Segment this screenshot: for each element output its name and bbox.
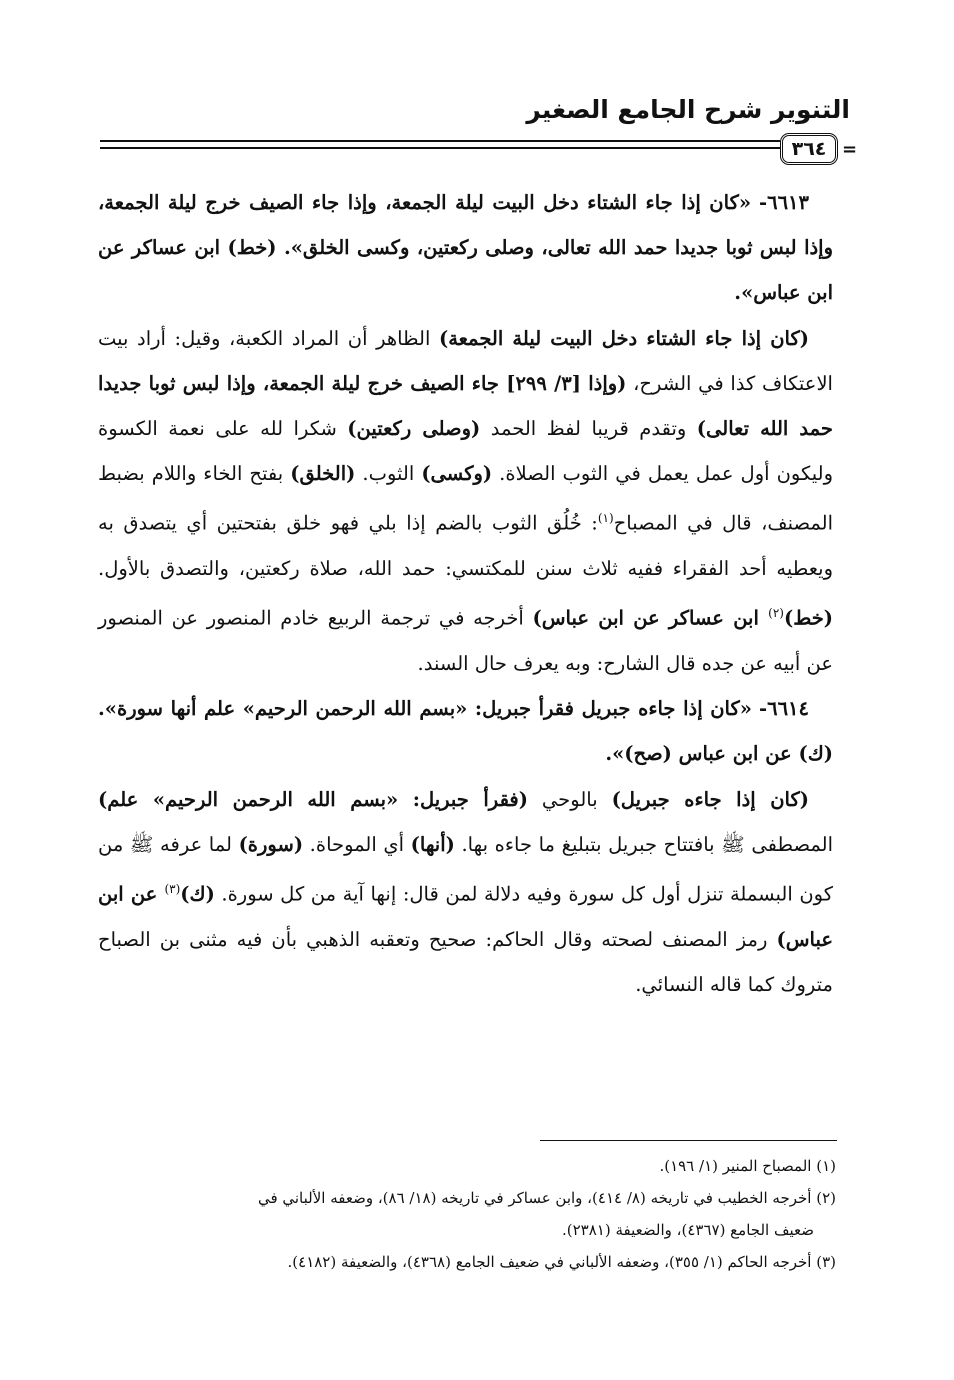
commentary-text: الثوب. xyxy=(355,462,422,486)
commentary-6613 xyxy=(98,316,833,687)
commentary-text: بالوحي xyxy=(527,787,612,811)
footnote-3: (٣) أخرجه الحاكم (١/ ٣٥٥)، وضعفه الألباني في ضعيف الجامع (٤٣٦٨)، والضعيفة (٤١٨٢). xyxy=(287,1253,836,1271)
quoted-phrase: (كان إذا جاءه جبريل) xyxy=(611,787,809,811)
quoted-phrase: (سورة) xyxy=(238,832,304,856)
source-code: (ك) xyxy=(180,882,215,906)
quoted-phrase: (كان إذا جاء الشتاء دخل البيت ليلة الجمعة) xyxy=(438,326,809,350)
quoted-phrase: (وكسى) xyxy=(421,462,493,486)
hadith-text: «كان إذا جاءه جبريل فقرأ جبريل: «بسم الله الرحمن الرحيم» علم أنها سورة». (ك) عن ابن عباس (صح)». xyxy=(98,697,833,766)
commentary-text: أخرجه في ترجمة الربيع خادم المنصور عن المنصور عن أبيه عن جده قال الشارح: وبه يعرف حال السند. xyxy=(98,606,833,676)
footnote-1: (١) المصباح المنير (١/ ١٩٦). xyxy=(659,1157,836,1175)
commentary-6614 xyxy=(98,777,833,1008)
header-ornament: = xyxy=(842,139,858,160)
hadith-6614 xyxy=(98,686,833,776)
quoted-phrase: ابن عساكر عن ابن عباس) xyxy=(532,606,769,630)
quoted-phrase: (الخلق) xyxy=(290,462,356,486)
commentary-text: الظاهر أن المراد الكعبة، وقيل: أراد بيت الاعتكاف كذا في الشرح، xyxy=(98,326,833,395)
commentary-text: لما عرفه ﷺ من كون البسملة تنزل أول كل سورة وفيه دلالة لمن قال: إنها آية من كل سورة. xyxy=(98,832,834,906)
footnote-separator xyxy=(540,1140,837,1141)
page-number: ٣٦٤ xyxy=(780,133,838,165)
footnote-2-continued: ضعيف الجامع (٤٣٦٧)، والضعيفة (٢٣٨١). xyxy=(562,1221,814,1239)
hadith-number: ٦٦١٤- xyxy=(759,697,809,721)
source-code: (خط) xyxy=(783,606,834,630)
hadith-text: «كان إذا جاء الشتاء دخل البيت ليلة الجمعة، وإذا جاء الصيف خرج ليلة الجمعة، وإذا لبس ثوبا جديدا حمد الله تعالى، وصلى ركعتين، وكسى الخلق». (خط) ابن عساكر عن ابن عباس». xyxy=(98,191,833,305)
hadith-number: ٦٦١٣- xyxy=(759,191,809,214)
commentary-text: أي الموحاة. xyxy=(303,832,411,856)
footnote-ref[interactable]: (٣) xyxy=(164,882,181,897)
book-title: التنوير شرح الجامع الصغير xyxy=(526,95,850,124)
commentary-text: وتقدم قريبا لفظ الحمد xyxy=(480,417,697,441)
quoted-phrase: (وإذا [٣/ ٢٩٩] جاء الصيف خرج ليلة الجمعة، وإذا لبس ثوبا جديدا حمد الله تعالى) xyxy=(98,371,833,441)
header-rule-bottom xyxy=(100,147,780,149)
quoted-phrase: (أنها) xyxy=(410,832,455,856)
footnote-2: (٢) أخرجه الخطيب في تاريخه (٨/ ٤١٤)، وابن عساكر في تاريخه (١٨/ ٨٦)، وضعفه الألباني في xyxy=(257,1189,836,1207)
footnote-ref[interactable]: (١) xyxy=(597,511,614,526)
commentary-text: رمز المصنف لصحته وقال الحاكم: صحيح وتعقبه الذهبي بأن فيه مثنى بن الصباح متروك كما قاله النسائي. xyxy=(98,927,833,996)
quoted-phrase: عن ابن عباس) xyxy=(98,882,833,951)
commentary-text: بفتح الخاء واللام بضبط المصنف، قال في المصباح xyxy=(98,462,834,535)
footnotes xyxy=(98,1150,836,1278)
hadith-6613 xyxy=(98,180,833,316)
footnote-ref[interactable]: (٢) xyxy=(768,606,784,621)
header-rule-top xyxy=(100,140,780,142)
commentary-text: : خُلُق الثوب بالضم إذا بلي فهو خلق بفتحتين أي يتصدق به ويعطيه أحد الفقراء ففيه ثلاث سنن للمكتسي: حمد الله، صلاة ركعتين، والتصدق بالأول. xyxy=(98,511,833,581)
commentary-text: المصطفى ﷺ بافتتاح جبريل بتبليغ ما جاءه بها. xyxy=(454,832,833,856)
quoted-phrase: (وصلى ركعتين) xyxy=(347,417,481,441)
main-text xyxy=(98,180,833,1007)
quoted-phrase: (فقرأ جبريل: «بسم الله الرحمن الرحيم» علم) xyxy=(98,787,528,811)
commentary-text: شكرا لله على نعمة الكسوة وليكون أول عمل يعمل في الثوب الصلاة. xyxy=(98,417,833,486)
